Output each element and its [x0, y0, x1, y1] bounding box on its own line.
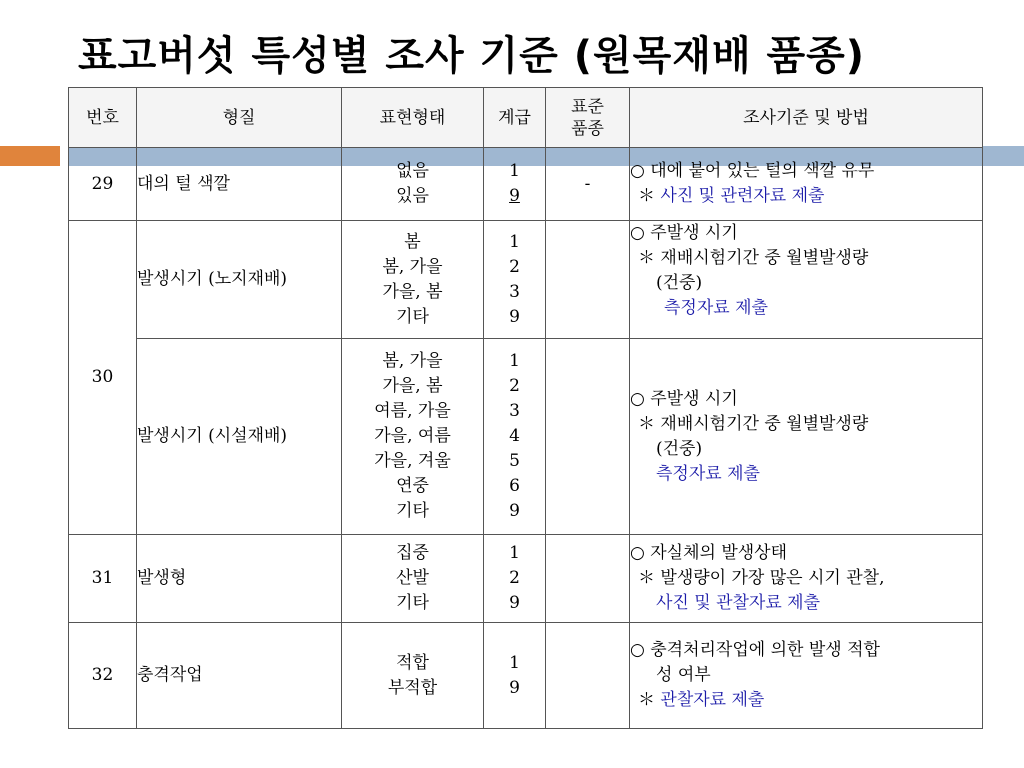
- expression-item: 연중: [396, 476, 429, 496]
- grade-item: 1: [509, 231, 520, 252]
- header-standard-line2: 품종: [571, 118, 604, 139]
- method-note: ＊ 재배시험기간 중 월별발생량: [638, 413, 869, 434]
- expression-item: 산발: [396, 568, 429, 588]
- expression-item: 없음: [396, 161, 429, 181]
- grade-item: 1: [509, 543, 520, 563]
- row-grades: [484, 339, 546, 535]
- grade-item: 5: [509, 451, 520, 471]
- expression-item: 부적합: [387, 677, 438, 698]
- row-no: 31: [69, 535, 137, 623]
- row-no: 32: [69, 623, 137, 729]
- method-note-3: 측정자료 제출: [656, 463, 760, 484]
- row-method: [630, 535, 983, 623]
- asterisk-mark: ＊: [638, 690, 655, 710]
- grade-item: 1: [509, 161, 520, 181]
- row-expressions: [342, 221, 484, 339]
- row-grades: [484, 535, 546, 623]
- row-expressions: [342, 339, 484, 535]
- method-main: ○ 주발생 시기: [630, 388, 738, 409]
- grade-item: 9: [509, 306, 520, 327]
- expression-item: 가을, 봄: [382, 281, 443, 302]
- grade-item: 2: [509, 376, 520, 396]
- expression-item: 기타: [396, 306, 429, 327]
- method-main-2: 성 여부: [656, 665, 711, 685]
- expression-item: 봄, 가을: [382, 351, 443, 371]
- method-note: ＊ 재배시험기간 중 월별발생량: [638, 248, 869, 268]
- grade-item: 3: [509, 401, 520, 421]
- table-row: [69, 221, 983, 339]
- method-main: ○ 주발생 시기: [630, 223, 738, 243]
- grade-item: 6: [509, 476, 520, 496]
- expression-item: 봄: [404, 231, 421, 252]
- row-standard: -: [546, 148, 630, 221]
- table-row: [69, 148, 983, 221]
- header-expression: 표현형태: [342, 88, 484, 148]
- method-note: 사진 및 관련자료 제출: [660, 186, 825, 206]
- expression-item: 집중: [396, 543, 429, 563]
- expression-item: 기타: [396, 501, 429, 521]
- table-row: [69, 339, 983, 535]
- row-standard: [546, 623, 630, 729]
- expression-item: 가을, 겨울: [374, 451, 451, 471]
- header-trait: 형질: [137, 88, 342, 148]
- header-standard-line1: 표준: [571, 96, 604, 117]
- row-expressions: [342, 623, 484, 729]
- row-trait: 충격작업: [137, 623, 342, 729]
- method-note-2: 사진 및 관찰자료 제출: [656, 593, 821, 613]
- row-trait: 발생시기 (시설재배): [137, 339, 342, 535]
- slide-title: 표고버섯 특성별 조사 기준 (원목재배 품종): [78, 33, 866, 79]
- expression-item: 있음: [396, 186, 429, 206]
- header-no: 번호: [69, 88, 137, 148]
- row-grades: [484, 221, 546, 339]
- expression-item: 적합: [396, 652, 429, 673]
- grade-item: 9: [509, 677, 520, 698]
- method-main: ○ 충격처리작업에 의한 발생 적합: [630, 640, 880, 660]
- row-grades: [484, 623, 546, 729]
- grade-item: 1: [509, 351, 520, 371]
- row-standard: [546, 221, 630, 339]
- header-grade: 계급: [484, 88, 546, 148]
- grade-item: 9: [509, 186, 520, 206]
- row-trait: 발생형: [137, 535, 342, 623]
- method-main: ○ 대에 붙어 있는 털의 색깔 유무: [630, 161, 875, 181]
- grade-item: 2: [509, 256, 520, 277]
- grade-item: 9: [509, 501, 520, 521]
- grade-item: 4: [509, 426, 520, 446]
- row-expressions: [342, 148, 484, 221]
- grade-item: 3: [509, 281, 520, 302]
- row-standard: [546, 535, 630, 623]
- row-no: 29: [69, 148, 137, 221]
- method-note-3: 측정자료 제출: [664, 298, 768, 318]
- table-header-row: [69, 88, 983, 148]
- row-method: [630, 221, 983, 339]
- expression-item: 여름, 가을: [374, 401, 451, 421]
- criteria-table: [68, 87, 983, 729]
- method-note-2: (건중): [656, 438, 703, 459]
- table-row: [69, 623, 983, 729]
- orange-accent-bar: [0, 146, 60, 166]
- method-note-2: (건중): [656, 273, 703, 293]
- method-note: ＊ 발생량이 가장 많은 시기 관찰,: [638, 568, 885, 588]
- expression-item: 봄, 가을: [382, 256, 443, 277]
- expression-item: 가을, 봄: [382, 376, 443, 396]
- expression-item: 기타: [396, 593, 429, 613]
- row-trait: 발생시기 (노지재배): [137, 221, 342, 339]
- row-method: [630, 339, 983, 535]
- method-note: 관찰자료 제출: [660, 690, 765, 710]
- row-standard: [546, 339, 630, 535]
- row-trait: 대의 털 색깔: [137, 148, 342, 221]
- table-row: [69, 535, 983, 623]
- asterisk-mark: ＊: [638, 186, 655, 206]
- row-method: [630, 148, 983, 221]
- method-main: ○ 자실체의 발생상태: [630, 543, 788, 563]
- row-grades: [484, 148, 546, 221]
- header-standard: [546, 88, 630, 148]
- grade-item: 2: [509, 568, 520, 588]
- expression-item: 가을, 여름: [374, 426, 451, 446]
- header-method: 조사기준 및 방법: [630, 88, 983, 148]
- row-method: [630, 623, 983, 729]
- grade-item: 1: [509, 652, 520, 673]
- row-expressions: [342, 535, 484, 623]
- row-no: 30: [69, 221, 137, 535]
- grade-item: 9: [509, 593, 520, 613]
